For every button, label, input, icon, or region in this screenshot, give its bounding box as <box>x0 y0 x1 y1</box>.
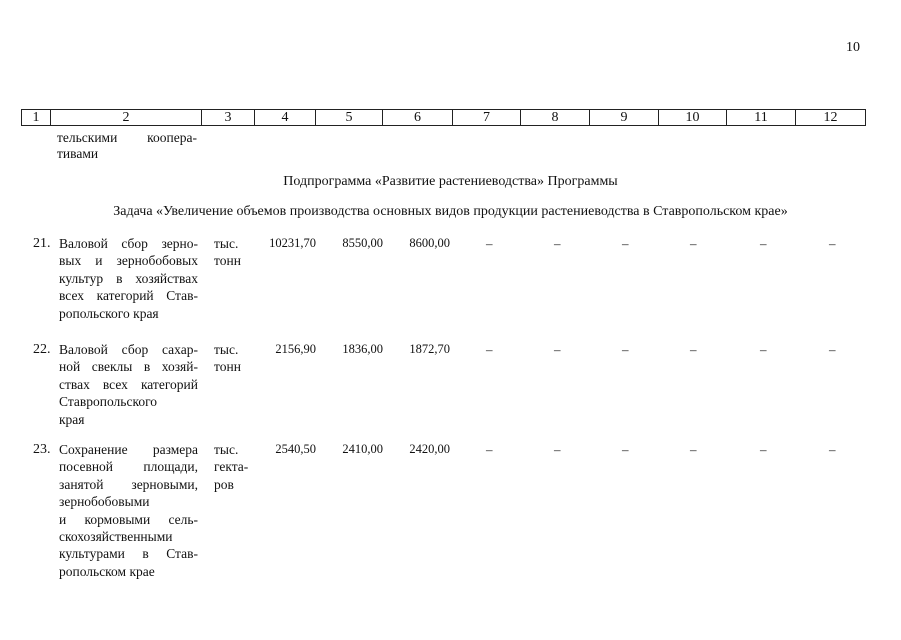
empty-value-dash-col-8: – <box>554 236 561 251</box>
header-col-10: 10 <box>659 110 727 126</box>
header-col-3: 3 <box>202 110 255 126</box>
indicator-name: Сохранение размера посевной площади, занятой зерновыми, зернобобовыми и кормовыми сель- скохозяйственными культурами в Став- ропольском крае <box>59 442 198 579</box>
empty-value-dash-col-8: – <box>554 442 561 457</box>
header-col-7: 7 <box>453 110 521 126</box>
row-number: 22. <box>33 342 51 357</box>
row-number: 21. <box>33 236 51 251</box>
empty-value-dash-col-12: – <box>829 442 836 457</box>
column-number-header <box>21 109 866 126</box>
continued-row-text: тельскими коопера- тивами <box>57 130 197 161</box>
indicator-name: Валовой сбор зерно- вых и зернобобовых культур в хозяйствах всех категорий Став- ропольского края <box>59 236 198 321</box>
header-col-1: 1 <box>22 110 51 126</box>
empty-value-dash-col-7: – <box>486 442 493 457</box>
header-col-8: 8 <box>521 110 590 126</box>
value-cell-6: 2420,00 <box>409 442 450 456</box>
empty-value-dash-col-8: – <box>554 342 561 357</box>
header-col-2: 2 <box>51 110 202 126</box>
value-cell-5: 8550,00 <box>342 236 383 250</box>
empty-value-dash-col-10: – <box>690 236 697 251</box>
unit-of-measure: тыс. тонн <box>214 342 241 375</box>
subprogram-title: Подпрограмма «Развитие растениеводства» Программы <box>283 174 618 189</box>
empty-value-dash-col-12: – <box>829 342 836 357</box>
empty-value-dash-col-11: – <box>760 342 767 357</box>
indicator-name: Валовой сбор сахар- ной свеклы в хозяй- ствах всех категорий Ставропольского края <box>59 342 198 427</box>
row-number: 23. <box>33 442 51 457</box>
empty-value-dash-col-9: – <box>622 442 629 457</box>
header-col-12: 12 <box>796 110 866 126</box>
value-cell-5: 1836,00 <box>342 342 383 356</box>
empty-value-dash-col-10: – <box>690 342 697 357</box>
page-number: 10 <box>846 40 860 55</box>
value-cell-4: 2156,90 <box>275 342 316 356</box>
value-cell-6: 8600,00 <box>409 236 450 250</box>
header-col-6: 6 <box>383 110 453 126</box>
empty-value-dash-col-9: – <box>622 236 629 251</box>
unit-of-measure: тыс. тонн <box>214 236 241 269</box>
header-col-5: 5 <box>316 110 383 126</box>
empty-value-dash-col-11: – <box>760 236 767 251</box>
header-col-4: 4 <box>255 110 316 126</box>
value-cell-5: 2410,00 <box>342 442 383 456</box>
value-cell-4: 10231,70 <box>269 236 316 250</box>
empty-value-dash-col-9: – <box>622 342 629 357</box>
empty-value-dash-col-7: – <box>486 342 493 357</box>
empty-value-dash-col-10: – <box>690 442 697 457</box>
empty-value-dash-col-12: – <box>829 236 836 251</box>
task-title: Задача «Увеличение объемов производства основных видов продукции растениеводства в Ставропольском крае» <box>113 204 788 219</box>
unit-of-measure: тыс. гекта- ров <box>214 442 249 492</box>
value-cell-6: 1872,70 <box>409 342 450 356</box>
value-cell-4: 2540,50 <box>275 442 316 456</box>
empty-value-dash-col-11: – <box>760 442 767 457</box>
header-col-9: 9 <box>590 110 659 126</box>
header-col-11: 11 <box>727 110 796 126</box>
empty-value-dash-col-7: – <box>486 236 493 251</box>
